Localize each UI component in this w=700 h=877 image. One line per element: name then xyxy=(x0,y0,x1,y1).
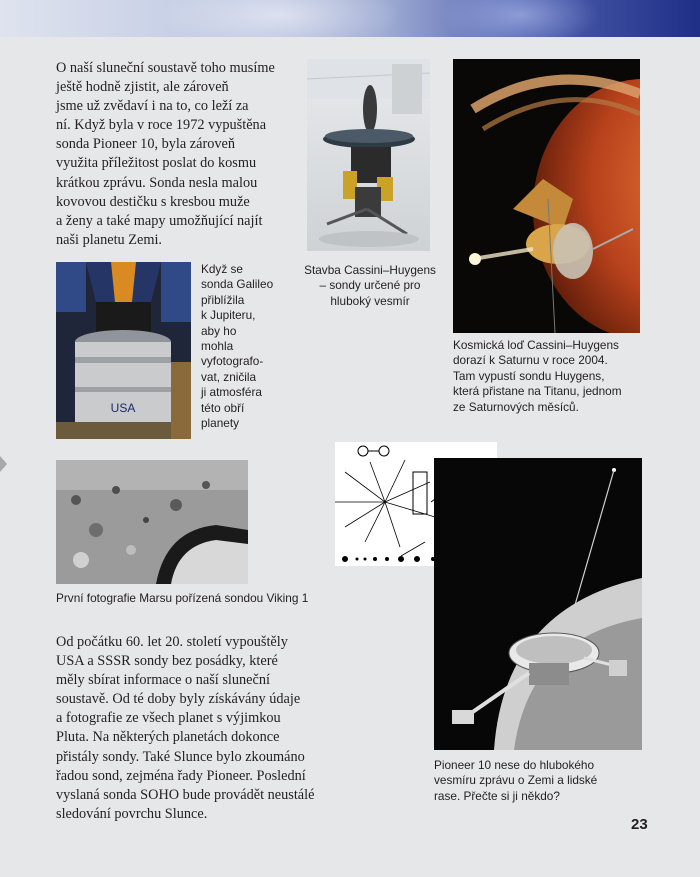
top-banner xyxy=(0,0,700,37)
history-paragraph: Od počátku 60. let 20. století vypouštěly USA a SSSR sondy bez posádky, které měly sbírat informace o naší sluneční soustavě. Od té doby byly získávány údaje a fotografie ze všech planet s výjimkou Pluta. Na některých planetách dokonce přistály sondy. Také Slunce bylo zkoumáno řadou sond, zejména řady Pioneer. Poslední vyslaná sonda SOHO bude provádět neustálé sledování povrchu Slunce. xyxy=(56,634,315,822)
galileo-usa-label: USA xyxy=(110,401,136,415)
pioneer-spacecraft-illustration xyxy=(434,458,642,750)
pioneer-caption: Pioneer 10 nese do hlubokého vesmíru zprávu o Zemi a lidské rase. Přečte si ji někdo? xyxy=(434,758,598,803)
cassini-construction-illustration xyxy=(307,59,430,251)
mars-caption: První fotografie Marsu pořízená sondou Viking 1 xyxy=(56,591,309,605)
mars-viking-photo xyxy=(56,460,248,584)
cassini-construction-caption: Stavba Cassini–Huygens – sondy určené pro hluboký vesmír xyxy=(304,263,436,308)
pioneer-spacecraft-photo xyxy=(434,458,642,750)
cassini-construction-photo xyxy=(307,59,430,251)
banner-swirl-2 xyxy=(440,0,600,37)
cassini-saturn-photo xyxy=(453,59,640,333)
galileo-photo xyxy=(56,262,191,439)
page-edge-tab xyxy=(0,456,7,472)
page-number: 23 xyxy=(631,816,648,833)
banner-swirl xyxy=(150,0,410,37)
galileo-illustration xyxy=(56,262,191,439)
mars-illustration xyxy=(56,460,248,584)
galileo-caption: Když se sonda Galileo přiblížila k Jupiteru, aby ho mohla vyfotografo- vat, zničila ji atmosféra této obří planety xyxy=(201,262,274,431)
intro-paragraph: O naší sluneční soustavě toho musíme ještě hodně zjistit, ale zároveň jsme už zvědaví i na to, co leží za ní. Když byla v roce 1972 vypuštěna sonda Pioneer 10, byla zároveň využita příležitost poslat do kosmu krátkou zprávu. Sonda nesla malou kovovou destičku s kresbou muže a ženy a také mapy umožňující najít naši planetu Zemi. xyxy=(56,60,275,248)
cassini-saturn-illustration xyxy=(453,59,640,333)
cassini-saturn-caption: Kosmická loď Cassini–Huygens dorazí k Saturnu v roce 2004. Tam vypustí sondu Huygens, která přistane na Titanu, jednom ze Saturnových měsíců. xyxy=(453,338,622,414)
